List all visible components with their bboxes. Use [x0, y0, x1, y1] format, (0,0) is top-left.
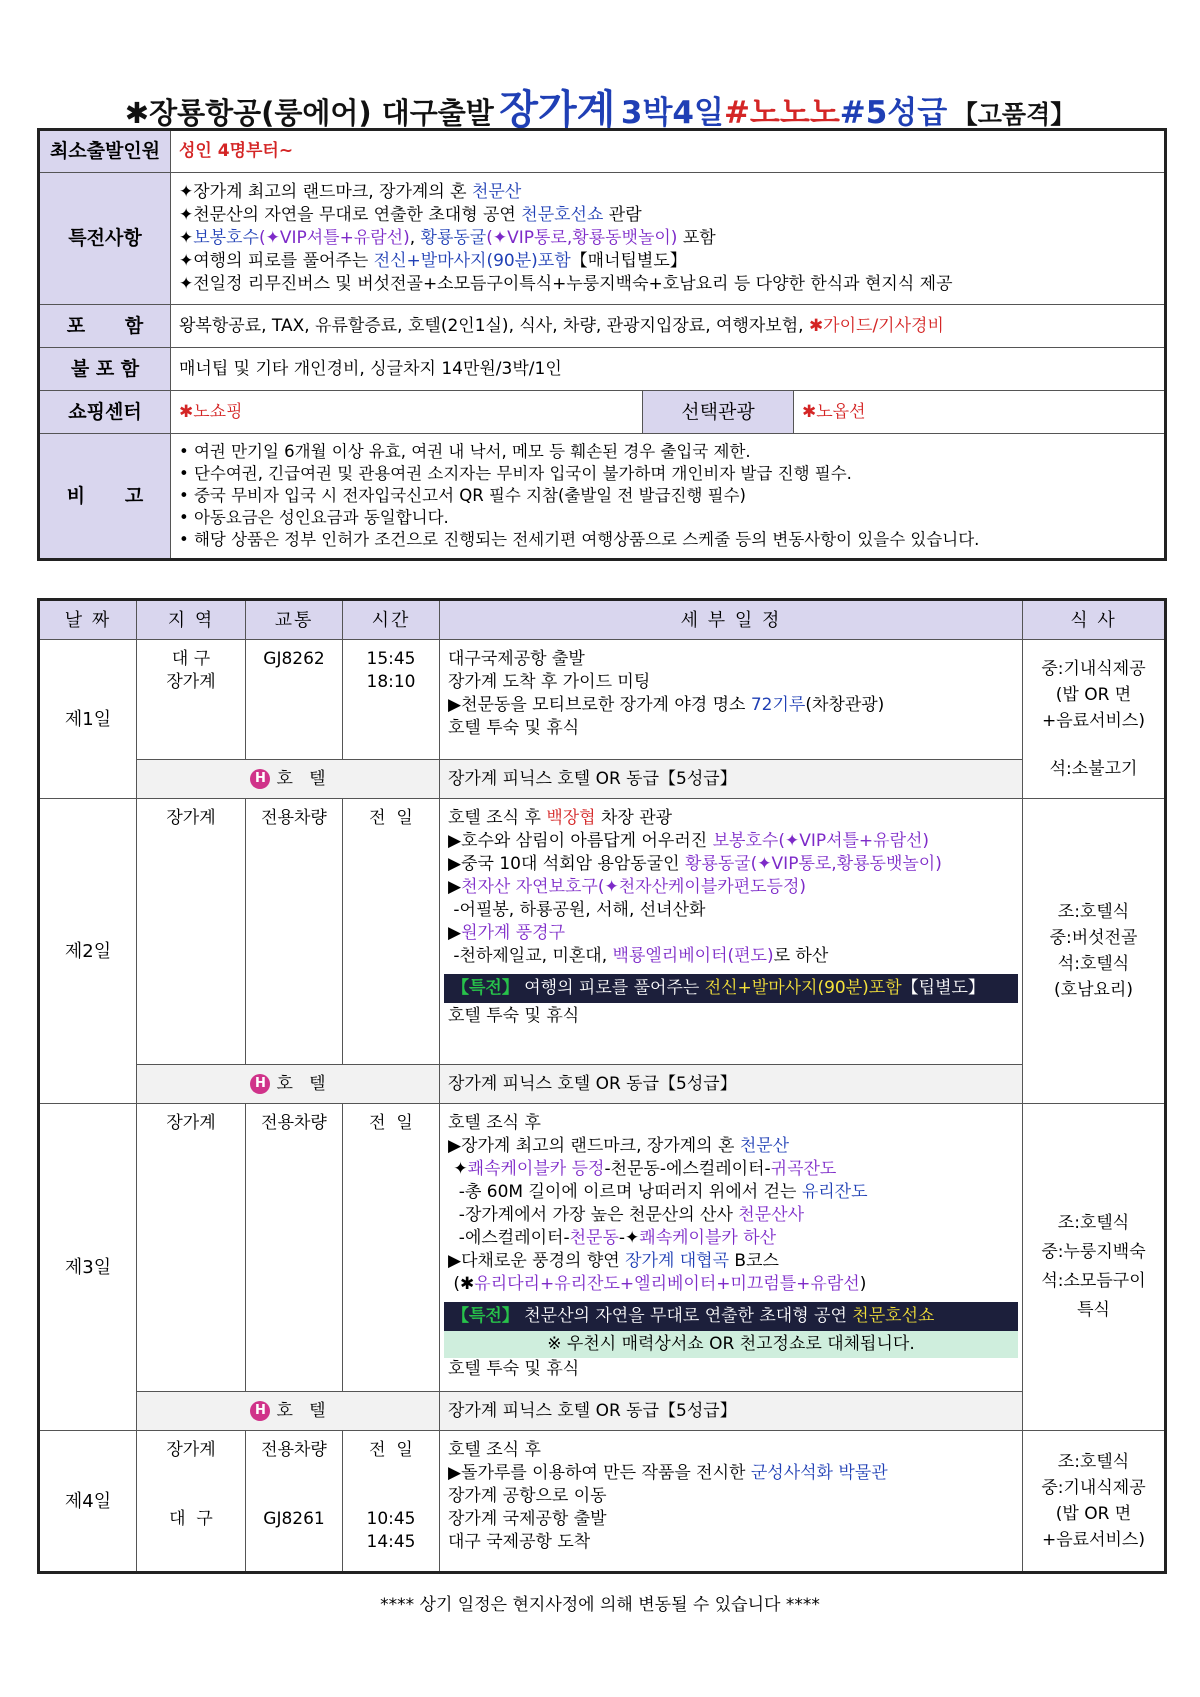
exclude-value: 매너팁 및 기타 개인경비, 싱글차지 14만원/3박/1인 — [171, 348, 1166, 391]
exclude-label: 불 포 함 — [39, 348, 171, 391]
title-prefix: ✱장룡항공(룽에어) 대구출발 — [124, 96, 494, 130]
day1-row: 제1일 대 구 장가계 GJ8262 15:45 18:10 대구국제공항 출발 장가계 도착 후 가이드 미팅 ▶천문동을 모티브로한 장가계 야경 명소 72기루(차창관광) 호텔 투숙 및 휴식 중:기내식제공 (밥 OR 면 +음료서비스) 석:소불고기 — [39, 640, 1166, 760]
day1-meals: 중:기내식제공 (밥 OR 면 +음료서비스) 석:소불고기 — [1023, 640, 1166, 799]
header-transport: 교통 — [246, 600, 343, 640]
remark-item: • 단수여권, 긴급여권 및 관용여권 소지자는 무비자 입국이 불가하며 개인비자 발급 진행 필수. — [179, 464, 852, 483]
day4-label: 제4일 — [39, 1431, 137, 1573]
schedule-header — [39, 600, 1166, 640]
special-label: 특전사항 — [39, 173, 171, 305]
day2-detail: 호텔 조식 후 백장협 차장 관광 ▶호수와 삼림이 아름답게 어우러진 보봉호수(✦VIP셔틀+유람선) ▶중국 10대 석회암 용암동굴인 황룡동굴(✦VIP통로,황룡동뱃놀이) ▶천자산 자연보호구(✦천자산케이블카편도등정) -어필봉, 하룡공원, 서해, 선녀산화 ▶원가계 풍경구 -천하제일교, 미혼대, 백룡엘리베이터(편도)로 하산 【특전】 여행의 피로를 풀어주는 전신+발마사지(90분)포함【팁별도】 호텔 투숙 및 휴식 — [440, 799, 1023, 1065]
day1-hotel-row: H 호 텔 장가계 피닉스 호텔 OR 동급【5성급】 — [39, 760, 1166, 799]
remarks-label: 비 고 — [39, 434, 171, 560]
day2-row: 제2일 장가계 전용차량 전 일 호텔 조식 후 백장협 차장 관광 ▶호수와 삼림이 아름답게 어우러진 보봉호수(✦VIP셔틀+유람선) ▶중국 10대 석회암 용암동굴인 황룡동굴(✦VIP통로,황룡동뱃놀이) ▶천자산 자연보호구(✦천자산케이블카편도등정) -어필봉, 하룡공원, 서해, 선녀산화 ▶원가계 풍경구 -천하제일교, 미혼대, 백룡엘리베이터(편도)로 하산 【특전】 여행의 피로를 풀어주는 전신+발마사지(90분)포함【팁별도】 호텔 투숙 및 휴식 조:호텔식 중:버섯전골 석:호텔식 (호남요리) — [39, 799, 1166, 1065]
schedule-table — [37, 598, 1167, 1574]
header-meal: 식 사 — [1023, 600, 1166, 640]
day3-label: 제3일 — [39, 1104, 137, 1431]
day3-meals: 조:호텔식 중:누룽지백숙 석:소모듬구이 특식 — [1023, 1104, 1166, 1431]
option-label: 선택관광 — [643, 391, 794, 434]
footer-note: **** 상기 일정은 현지사정에 의해 변동될 수 있습니다 **** — [380, 1595, 820, 1615]
header-date: 날 짜 — [39, 600, 137, 640]
day3-detail: 호텔 조식 후 ▶장가계 최고의 랜드마크, 장가계의 혼 천문산 ✦쾌속케이블카 등정-천문동-에스컬레이터-귀곡잔도 -총 60M 길이에 이르며 낭떠러지 위에서 걷는 유리잔도 -장가계에서 가장 높은 천문산의 산사 천문산사 -에스컬레이터-천문동-✦쾌속케이블카 하산 ▶다채로운 풍경의 향연 장가계 대협곡 B코스 (✱유리다리+유리잔도+엘리베이터+미끄럼틀+유람선) 【특전】 천문산의 자연을 무대로 연출한 초대형 공연 천문호선쇼 ※ 우천시 매력상서쇼 OR 천고정쇼로 대체됩니다. 호텔 투숙 및 휴식 — [440, 1104, 1023, 1392]
title-nonono: #노노노 — [723, 95, 840, 131]
title-grade: #5성급 — [839, 95, 948, 131]
day1-detail: 대구국제공항 출발 장가계 도착 후 가이드 미팅 ▶천문동을 모티브로한 장가계 야경 명소 72기루(차창관광) 호텔 투숙 및 휴식 — [440, 640, 1023, 760]
remark-item: • 여권 만기일 6개월 이상 유효, 여권 내 낙서, 메모 등 훼손된 경우 출입국 제한. — [179, 442, 751, 461]
title-bracket: 【고품격】 — [952, 100, 1076, 129]
day3-row: 제3일 장가계 전용차량 전 일 호텔 조식 후 ▶장가계 최고의 랜드마크, 장가계의 혼 천문산 ✦쾌속케이블카 등정-천문동-에스컬레이터-귀곡잔도 -총 60M 길이에 이르며 낭떠러지 위에서 걷는 유리잔도 -장가계에서 가장 높은 천문산의 산사 천문산사 -에스컬레이터-천문동-✦쾌속케이블카 하산 ▶다채로운 풍경의 향연 장가계 대협곡 B코스 (✱유리다리+유리잔도+엘리베이터+미끄럼틀+유람선) 【특전】 천문산의 자연을 무대로 연출한 초대형 공연 천문호선쇼 ※ 우천시 매력상서쇼 OR 천고정쇼로 대체됩니다. 호텔 투숙 및 휴식 조:호텔식 중:누룽지백숙 석:소모듬구이 특식 — [39, 1104, 1166, 1392]
include-value: 왕복항공료, TAX, 유류할증료, 호텔(2인1실), 식사, 차량, 관광지입장료, 여행자보험, ✱가이드/기사경비 — [171, 305, 1166, 348]
header-region: 지 역 — [137, 600, 246, 640]
hotel-icon: H — [250, 769, 270, 789]
day2-label: 제2일 — [39, 799, 137, 1104]
remarks — [171, 434, 1166, 560]
include-label: 포 함 — [39, 305, 171, 348]
page-title — [0, 78, 1200, 135]
shop-value: ✱노쇼핑 — [171, 391, 643, 434]
special-items: ✦장가계 최고의 랜드마크, 장가계의 혼 천문산 ✦천문산의 자연을 무대로 연출한 초대형 공연 천문호선쇼 관람 ✦보봉호수(✦VIP셔틀+유람선), 황룡동굴(✦VIP통로,황룡동뱃놀이) 포함 ✦여행의 피로를 풀어주는 전신+발마사지(90분)포함【매너팁별도】 ✦전일정 리무진버스 및 버섯전골+소모듬구이특식+누룽지백숙+호남요리 등 다양한 한식과 현지식 제공 — [171, 173, 1166, 305]
day4-meals: 조:호텔식 중:기내식제공 (밥 OR 면 +음료서비스) — [1023, 1431, 1166, 1573]
header-detail: 세 부 일 정 — [440, 600, 1023, 640]
day1-label: 제1일 — [39, 640, 137, 799]
remark-item: • 아동요금은 성인요금과 동일합니다. — [179, 508, 449, 527]
option-value: ✱노옵션 — [794, 391, 1166, 434]
header-time: 시간 — [343, 600, 440, 640]
title-city: 장가계 — [499, 87, 616, 133]
info-table — [37, 128, 1167, 561]
shop-label: 쇼핑센터 — [39, 391, 171, 434]
min-label: 최소출발인원 — [39, 130, 171, 173]
day2-hotel-row: H 호 텔 장가계 피닉스 호텔 OR 동급【5성급】 — [39, 1065, 1166, 1104]
hotel-icon: H — [250, 1401, 270, 1421]
remark-item: • 해당 상품은 정부 인허가 조건으로 진행되는 전세기편 여행상품으로 스케줄 등의 변동사항이 있을수 있습니다. — [179, 530, 980, 549]
rain-note: ※ 우천시 매력상서쇼 OR 천고정쇼로 대체됩니다. — [444, 1331, 1018, 1358]
day4-row: 제4일 장가계 대 구 전용차량 GJ8261 전 일 10:45 14:45 호텔 조식 후 ▶돌가루를 이용하여 만든 작품을 전시한 군성사석화 박물관 장가계 공항으로 이동 장가계 국제공항 출발 대구 국제공항 도착 조:호텔식 중:기내식제공 (밥 OR 면 +음료서비스) — [39, 1431, 1166, 1573]
day3-hotel-row: H 호 텔 장가계 피닉스 호텔 OR 동급【5성급】 — [39, 1392, 1166, 1431]
day4-detail: 호텔 조식 후 ▶돌가루를 이용하여 만든 작품을 전시한 군성사석화 박물관 장가계 공항으로 이동 장가계 국제공항 출발 대구 국제공항 도착 — [440, 1431, 1023, 1573]
title-duration: 3박4일 — [620, 95, 724, 131]
remark-item: • 중국 무비자 입국 시 전자입국신고서 QR 필수 지참(출발일 전 발급진행 필수) — [179, 486, 746, 505]
min-value: 성인 4명부터~ — [171, 130, 1166, 173]
day3-special-bar: 【특전】 천문산의 자연을 무대로 연출한 초대형 공연 천문호선쇼 — [444, 1302, 1018, 1331]
day2-special-bar: 【특전】 여행의 피로를 풀어주는 전신+발마사지(90분)포함【팁별도】 — [444, 974, 1018, 1003]
day2-meals: 조:호텔식 중:버섯전골 석:호텔식 (호남요리) — [1023, 799, 1166, 1104]
hotel-icon: H — [250, 1074, 270, 1094]
